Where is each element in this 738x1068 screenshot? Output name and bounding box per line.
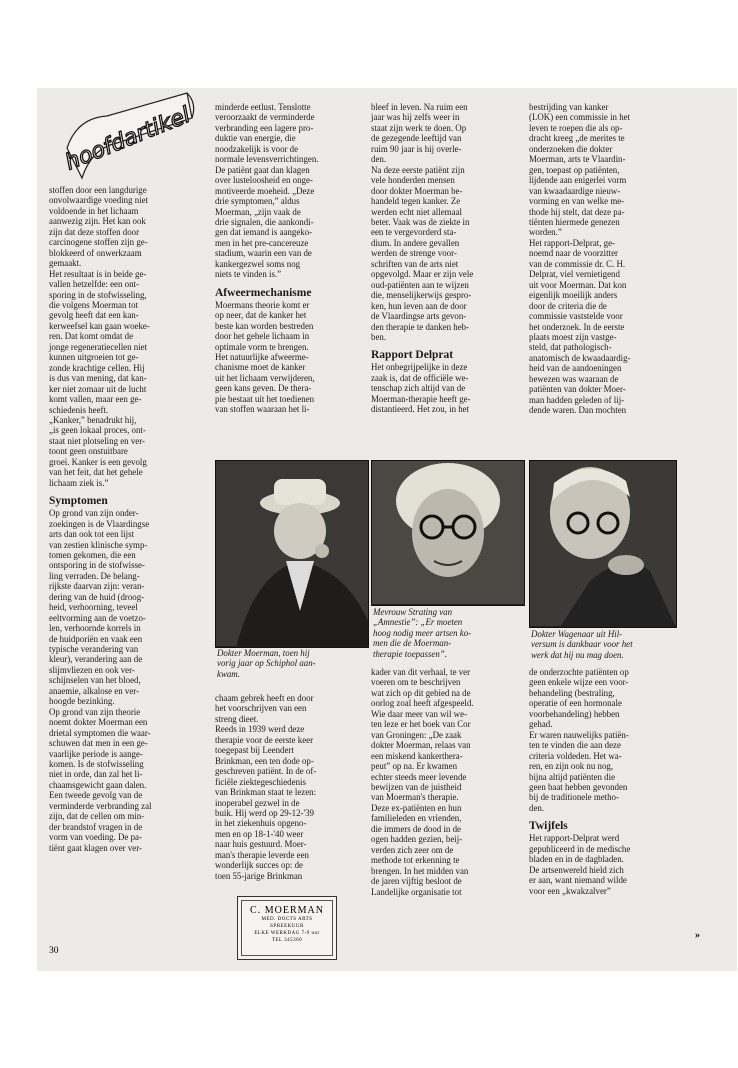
column-4-bottom-text-2: Het rapport-Delprat werd gepubliceerd in de medische bladen en in de dagbladen. De artsenwereld hield zich er aan, want niemand wilde voor een „kwakzalver”: [529, 833, 631, 896]
column-3-text: bleef in leven. Na ruim een jaar was hij zelfs weer in staat zijn werk te doen. Op de gezegende leeftijd van ruim 90 jaar is hij overle- den. Na deze eerste patiënt zijn vele honderden mensen door dokter Moerman be- handeld tegen kanker. Ze werden echt niet allemaal beter. Vaak was de ziekte in een te vergevorderd sta- dium. In andere gevallen werden de strenge voor- schriften van de arts niet opgevolgd. Maar er zijn vele oud-patiënten aan te wijzen die, menselijkerwijs gespro- ken, hun leven aan de door de Vlaardingse arts gevon- den therapie te danken heb- ben.: [371, 102, 474, 342]
caption-1: Dokter Moerman, toen hij vorig jaar op Schiphol aan- kwam.: [217, 648, 316, 679]
stamp-line-2: SPREEKUUR: [270, 924, 304, 929]
column-4-bottom-text: de onderzochte patiënten op geen enkele wijze een voor- behandeling (bestraling, operatie of een hormonale voorbehandeling) hebben gehad. Er waren nauwelijks patiën- ten te vinden die aan deze criteria voldeden. Het wa- ren, en zijn ook nu nog, bijna altijd patiënten die geen baat hebben gevonden bij de traditionele metho- den.: [529, 667, 629, 813]
continue-arrow: »: [695, 930, 700, 941]
hoofdartikel-logo: [47, 88, 197, 188]
heading-twijfels: Twijfels: [529, 820, 568, 833]
column-3: [371, 102, 535, 415]
column-3-bottom: [371, 667, 535, 897]
column-2-bottom: [215, 693, 379, 881]
column-4-text: bestrijding van kanker (LOK) een commissie in het leven te roepen die als op- dracht kreeg „de merites te onderzoeken die dokter Moerman, arts te Vlaardin- gen, toepast op patiënten, lijdende aan enigerlei vorm van kwaadaardige nieuw- vorming en van welke me- thode hij stelt, dat deze pa- tiënten hiermede genezen worden.” Het rapport-Delprat, ge- noemd naar de voorzitter van de commissie dr. C. H. Delprat, viel vernietigend uit voor Moerman. Dat kon eigenlijk moeilijk anders door de criteria die de commissie vaststelde voor het onderzoek. In de eerste plaats moest zijn vastge- steld, dat pathologisch- anatomisch de kwaadaardig- heid van de aandoeningen bewezen was waaraan de patiënten van dokter Moer- man hadden geleden of lij- dende waren. Dan mochten: [529, 102, 631, 416]
stamp-line-1: MED. DOCTS ARTS: [261, 917, 313, 922]
caption-rule-3: [529, 626, 677, 627]
page-number: 30: [49, 946, 59, 956]
stamp-line-3: ELKE WERKDAG 7-9 uur: [254, 931, 320, 936]
caption-rule-1: [215, 646, 369, 647]
column-2: [215, 102, 379, 415]
column-1: [49, 185, 213, 853]
heading-rapport-delprat: Rapport Delprat: [371, 349, 454, 362]
column-1-text: stoffen door een langdurige onvolwaardige voeding niet voldoende in het lichaam aanwezig zijn. Het kan ook zijn dat deze stoffen door carcinogene stoffen zijn ge- blokkeerd of onwerkzaam gemaakt. Het resultaat is in beide ge- vallen hetzelfde: een ont- sporing in de stofwisseling, die volgens Moerman tot gevolg heeft dat een kan- kerweefsel kan gaan woeke- ren. Dat komt omdat de jonge regeneratiecellen niet kunnen uitgroeien tot ge- zonde krachtige cellen. Hij is dus van mening, dat kan- ker niet zomaar uit de lucht komt vallen, maar een ge- schiedenis heeft. „Kanker,” benadrukt hij, „is geen lokaal proces, ont- staat niet plotseling en ver- toont geen onstuitbare groei. Kanker is een gevolg van het feit, dat het gehele lichaam ziek is.”: [49, 185, 150, 488]
column-3-text-2: Het onbegrijpelijke in deze zaak is, dat de officiële we- tenschap zich altijd van de Moerman-therapie heeft ge- distantieerd. Het zou, in het: [371, 362, 471, 415]
photo-moerman: [215, 460, 369, 648]
column-1-text-2: Op grond van zijn onder- zoekingen is de Vlaardingse arts dan ook tot een lijst van zestien klinische symp- tomen gekomen, die een ontsporing in de stofwisse- ling verraden. De belang- rijkste daarvan zijn: veran- dering van de huid (droog- heid, verhoorning, teveel eeltvorming aan de voetzo- len, verhoornde korrels in de huidporiën en vaak een typische verandering van kleur), verandering aan de slijmvliezen en ook ver- schijnselen van het bloed, anaemie, alkalose en ver- hoogde bezinking. Op grond van zijn theorie noemt dokter Moerman een drietal symptomen die waar- schuwen dat men in een ge- vaarlijke periode is aange- komen. Is de stofwisseling niet in orde, dan zal het li- chaamsgewicht gaan dalen. Een tweede gevolg van de verminderde verbranding zal zijn, dat de cellen om min- der brandstof vragen in de vorm van voeding. De pa- tiënt gaat klagen over ver-: [49, 508, 152, 853]
caption-3: Dokter Wagenaar uit Hil- versum is dankbaar voor het werk dat hij nu mag doen.: [531, 629, 633, 660]
caption-rule-2: [371, 604, 525, 605]
heading-symptomen: Symptomen: [49, 495, 108, 508]
moerman-name-plate: [237, 896, 337, 960]
magazine-page: [37, 88, 737, 971]
column-2-text: minderde eetlust. Tenslotte veroorzaakt de verminderde verbranding een lagere pro- duktie van energie, die noodzakelijk is voor de normale levensverrichtingen. De patiënt gaat dan klagen over lusteloosheid en onge- motiveerde moeheid. „Deze drie symptomen,” aldus Moerman, „zijn vaak de drie signalen, die aankondi- gen dat iemand is aangeko- men in het pre-cancereuze stadium, waarin een van de kankergezwel soms nog niets te vinden is.”: [215, 102, 319, 280]
column-4: [529, 102, 693, 416]
column-3-bottom-text: kader van dit verhaal, te ver voeren om te beschrijven wat zich op dit gebied na de oorlog zoal heeft afgespeeld. Wie daar meer van wil we- ten leze er het boek van Cor van Groningen: „De zaak dokter Moerman, relaas van een miskend kankerthera- peut” op na. Er kwamen echter steeds meer levende bewijzen van de juistheid van Moerman's therapie. Deze ex-patiënten en hun familieleden en vrienden, die immers de dood in de ogen hadden gezien, beij- verden zich zeer om de methode tot erkenning te brengen. In het midden van de jaren vijftig besloot de Landelijke organisatie tot: [371, 667, 474, 897]
stamp-line-4: TEL 345360: [271, 938, 303, 943]
stamp-name: C. MOERMAN: [250, 905, 324, 916]
column-4-bottom: [529, 667, 693, 896]
column-2-text-2: Moermans theorie komt er op neer, dat de kanker het beste kan worden bestreden door het gehele lichaam in optimale vorm te brengen. Het natuurlijke afweerme- chanisme moet de kanker uit het lichaam verwijderen, geen kans geven. De thera- pie bestaat uit het toedienen van stoffen waaraan het li-: [215, 299, 315, 415]
column-2-bottom-text: chaam gebrek heeft en door het voorschrijven van een streng dieet. Reeds in 1939 werd deze therapie voor de eerste keer toegepast bij Leendert Brinkman, een ten dode op- geschreven patiënt. In de of- ficiële ziektegeschiedenis van Brinkman staat te lezen: inoperabel gezwel in de buik. Hij werd op 29-12-'39 in het ziekenhuis opgeno- men en op 18-1-'40 weer naar huis gestuurd. Moer- man's therapie leverde een wonderlijk succes op: de toen 55-jarige Brinkman: [215, 693, 317, 881]
caption-2: Mevrouw Strating van „Amnestie”: „Er moeten hoog nodig meer artsen ko- men die de Moerman- therapie toepassen”.: [373, 607, 472, 659]
photo-strating: [371, 460, 525, 606]
photo-wagenaar: [529, 460, 677, 628]
logo-text: hoofdartikel: [61, 102, 194, 176]
heading-afweermechanisme: Afweermechanisme: [215, 286, 312, 299]
